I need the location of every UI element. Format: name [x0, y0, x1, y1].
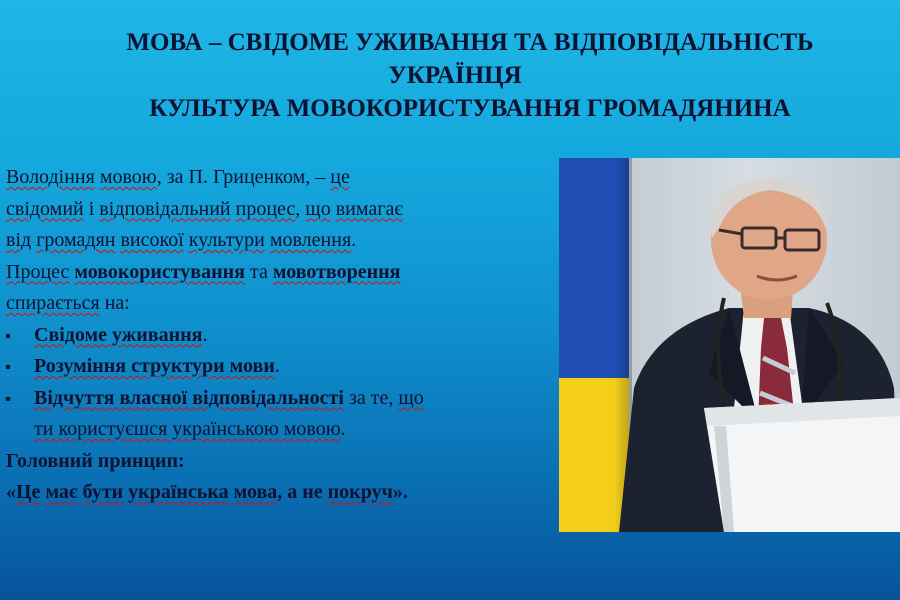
word: Процес [6, 260, 70, 283]
word: покруч [327, 481, 393, 503]
bullet-text: Відчуття власної відповідальності [34, 386, 344, 409]
list-item [6, 351, 546, 383]
text: на: [104, 292, 130, 314]
list-item [6, 383, 546, 446]
word: ти користуєшся українською мовою [34, 418, 341, 440]
title-line-1: МОВА – СВІДОМЕ УЖИВАННЯ ТА ВІДПОВІДАЛЬНІСТЬ [126, 29, 814, 56]
word: вимагає [335, 197, 403, 220]
speaker-photo [559, 158, 900, 532]
text: за те, [348, 386, 394, 409]
bullet-list [6, 320, 546, 446]
text: . [340, 418, 346, 440]
paragraph-definition [6, 162, 546, 257]
bullet-icon [6, 334, 10, 338]
bullet-text: Розуміння структури мови [34, 355, 275, 377]
principle-label [6, 446, 546, 478]
title-line-3: КУЛЬТУРА МОВОКОРИСТУВАННЯ ГРОМАДЯНИНА [149, 95, 791, 122]
bullet-text: Свідоме уживання [34, 323, 203, 346]
word: високої [120, 229, 184, 251]
bullet-icon [6, 397, 10, 401]
word: бути [82, 481, 124, 503]
text: . [274, 355, 280, 377]
text: ». [392, 481, 408, 503]
word: свідомий [6, 197, 84, 220]
term-language-use: мовокористування [74, 260, 245, 283]
text: , [295, 197, 301, 220]
word: що [398, 386, 424, 409]
slide-title [0, 26, 900, 125]
text: , за П. Гриценком, – [156, 166, 326, 188]
word: Володіння [6, 166, 95, 188]
speaker-portrait-icon [559, 158, 900, 532]
word: мовою [99, 166, 157, 188]
text: « [6, 481, 16, 503]
text: , а не [277, 481, 323, 503]
word: Це [16, 481, 41, 503]
word: від [6, 229, 32, 251]
word: громадян [36, 229, 116, 251]
word: це [330, 166, 350, 188]
word: українська [128, 481, 229, 503]
title-line-2: УКРАЇНЦЯ [388, 62, 522, 89]
principle-label-text: Головний принцип: [6, 449, 185, 472]
word: процес [235, 197, 296, 220]
word: спирається [6, 292, 100, 314]
bullet-icon [6, 365, 10, 369]
text: і [88, 197, 95, 220]
word: мовлення [269, 229, 352, 251]
principle-quote [6, 477, 546, 509]
word: що [305, 197, 331, 220]
word: культури [188, 229, 265, 251]
word: мова [233, 481, 278, 503]
paragraph-process [6, 257, 546, 320]
word: має [45, 481, 78, 503]
text: та [249, 260, 268, 283]
text: . [202, 323, 208, 346]
slide-body-text [6, 162, 546, 509]
list-item [6, 320, 546, 352]
text: . [351, 229, 357, 251]
word: відповідальний [99, 197, 231, 220]
term-language-creation: мовотворення [272, 260, 401, 283]
